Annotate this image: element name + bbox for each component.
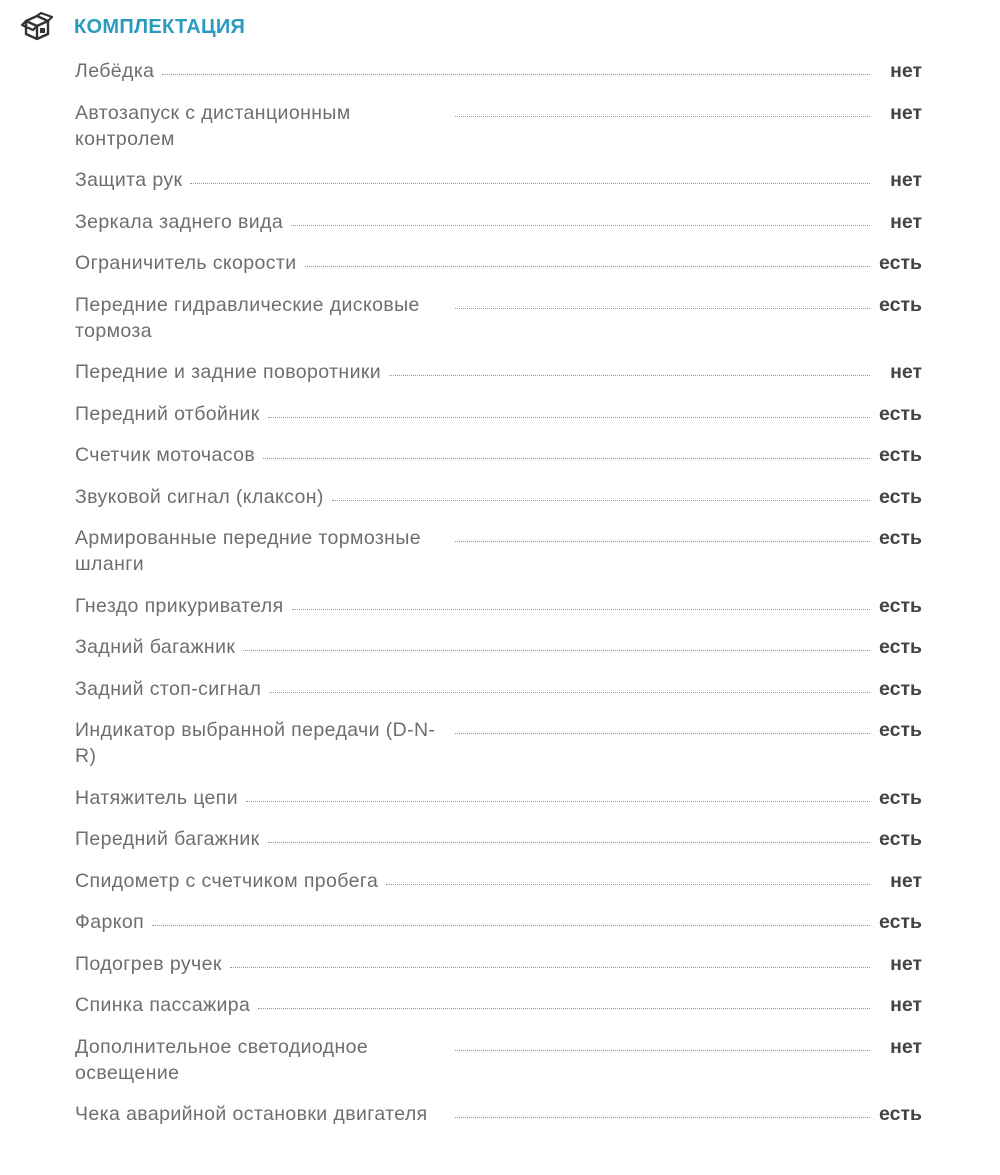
spec-value: есть — [879, 1103, 922, 1125]
spec-value: есть — [879, 293, 922, 316]
dot-leader — [305, 250, 870, 267]
spec-value: есть — [879, 594, 922, 617]
dot-leader — [455, 1034, 870, 1051]
dot-leader — [243, 634, 870, 651]
spec-label: Передние и задние поворотники — [75, 361, 382, 383]
dot-leader — [269, 676, 870, 693]
spec-value: есть — [879, 527, 922, 549]
spec-label: Чека аварийной остановки двигателя — [75, 1103, 428, 1125]
spec-value: нет — [890, 210, 922, 233]
dot-leader — [268, 401, 870, 418]
spec-label: Звуковой сигнал (клаксон) — [75, 485, 324, 508]
dot-leader — [246, 785, 870, 802]
spec-label: Задний стоп-сигнал — [75, 677, 262, 700]
section-title: КОМПЛЕКТАЦИЯ — [74, 15, 246, 38]
spec-row — [75, 442, 922, 468]
dot-leader — [162, 58, 870, 75]
spec-row — [75, 593, 922, 619]
dot-leader — [455, 525, 870, 542]
dot-leader — [268, 826, 870, 843]
spec-row — [75, 250, 922, 276]
dot-leader — [292, 593, 870, 610]
dot-leader — [291, 209, 870, 226]
spec-row — [75, 868, 922, 894]
spec-row — [75, 1034, 922, 1086]
spec-label: Защита рук — [75, 169, 183, 191]
spec-row — [75, 292, 922, 344]
spec-row — [75, 826, 922, 852]
spec-label: Индикатор выбранной передачи (D-N-R) — [75, 719, 436, 767]
spec-label: Спидометр с счетчиком пробега — [75, 869, 379, 892]
spec-row — [75, 909, 922, 935]
spec-row — [75, 401, 922, 427]
spec-label: Передний багажник — [75, 828, 260, 850]
spec-value: нет — [890, 169, 922, 191]
spec-label: Счетчик моточасов — [75, 444, 256, 466]
spec-label: Передний отбойник — [75, 402, 260, 425]
spec-label: Задний багажник — [75, 636, 236, 658]
spec-label: Натяжитель цепи — [75, 786, 239, 809]
spec-label: Автозапуск с дистанционным контролем — [75, 101, 351, 150]
dot-leader — [455, 1101, 870, 1118]
spec-value: есть — [879, 911, 922, 933]
spec-value: нет — [890, 361, 922, 383]
dot-leader — [455, 292, 870, 309]
spec-value: есть — [879, 828, 922, 850]
spec-value: нет — [890, 869, 922, 892]
spec-value: есть — [879, 444, 922, 466]
spec-label: Зеркала заднего вида — [75, 210, 284, 233]
spec-label: Лебёдка — [75, 60, 155, 82]
spec-row — [75, 209, 922, 235]
spec-row — [75, 359, 922, 385]
spec-row — [75, 484, 922, 510]
spec-label: Подогрев ручек — [75, 952, 222, 975]
spec-label: Ограничитель скорости — [75, 252, 297, 274]
spec-value: нет — [890, 994, 922, 1016]
dot-leader — [230, 951, 870, 968]
spec-row — [75, 951, 922, 977]
spec-value: есть — [879, 719, 922, 741]
spec-value: нет — [890, 1035, 922, 1058]
spec-row — [75, 717, 922, 769]
dot-leader — [455, 717, 870, 734]
spec-row — [75, 167, 922, 193]
spec-row — [75, 100, 922, 152]
equipment-list — [75, 58, 922, 1143]
spec-label: Спинка пассажира — [75, 994, 251, 1016]
dot-leader — [455, 100, 870, 117]
dot-leader — [386, 868, 870, 885]
spec-value: есть — [879, 402, 922, 425]
spec-value: есть — [879, 485, 922, 508]
spec-row — [75, 785, 922, 811]
spec-value: нет — [890, 60, 922, 82]
spec-value: есть — [879, 636, 922, 658]
spec-value: есть — [879, 786, 922, 809]
spec-label: Передние гидравлические дисковые тормоза — [75, 293, 420, 342]
spec-row — [75, 1101, 922, 1127]
spec-label: Дополнительное светодиодное освещение — [75, 1035, 369, 1084]
spec-value: нет — [890, 952, 922, 975]
spec-value: есть — [879, 677, 922, 700]
spec-row — [75, 58, 922, 84]
spec-row — [75, 634, 922, 660]
spec-row — [75, 676, 922, 702]
dot-leader — [258, 992, 870, 1009]
spec-row — [75, 525, 922, 577]
package-box-icon — [20, 10, 54, 44]
dot-leader — [152, 909, 870, 926]
spec-label: Гнездо прикуривателя — [75, 594, 284, 617]
spec-label: Армированные передние тормозные шланги — [75, 527, 422, 575]
section-header — [20, 10, 245, 44]
dot-leader — [389, 359, 870, 376]
dot-leader — [263, 442, 870, 459]
spec-value: нет — [890, 101, 922, 124]
spec-label: Фаркоп — [75, 911, 145, 933]
dot-leader — [332, 484, 870, 501]
dot-leader — [190, 167, 870, 184]
spec-row — [75, 992, 922, 1018]
spec-value: есть — [879, 252, 922, 274]
